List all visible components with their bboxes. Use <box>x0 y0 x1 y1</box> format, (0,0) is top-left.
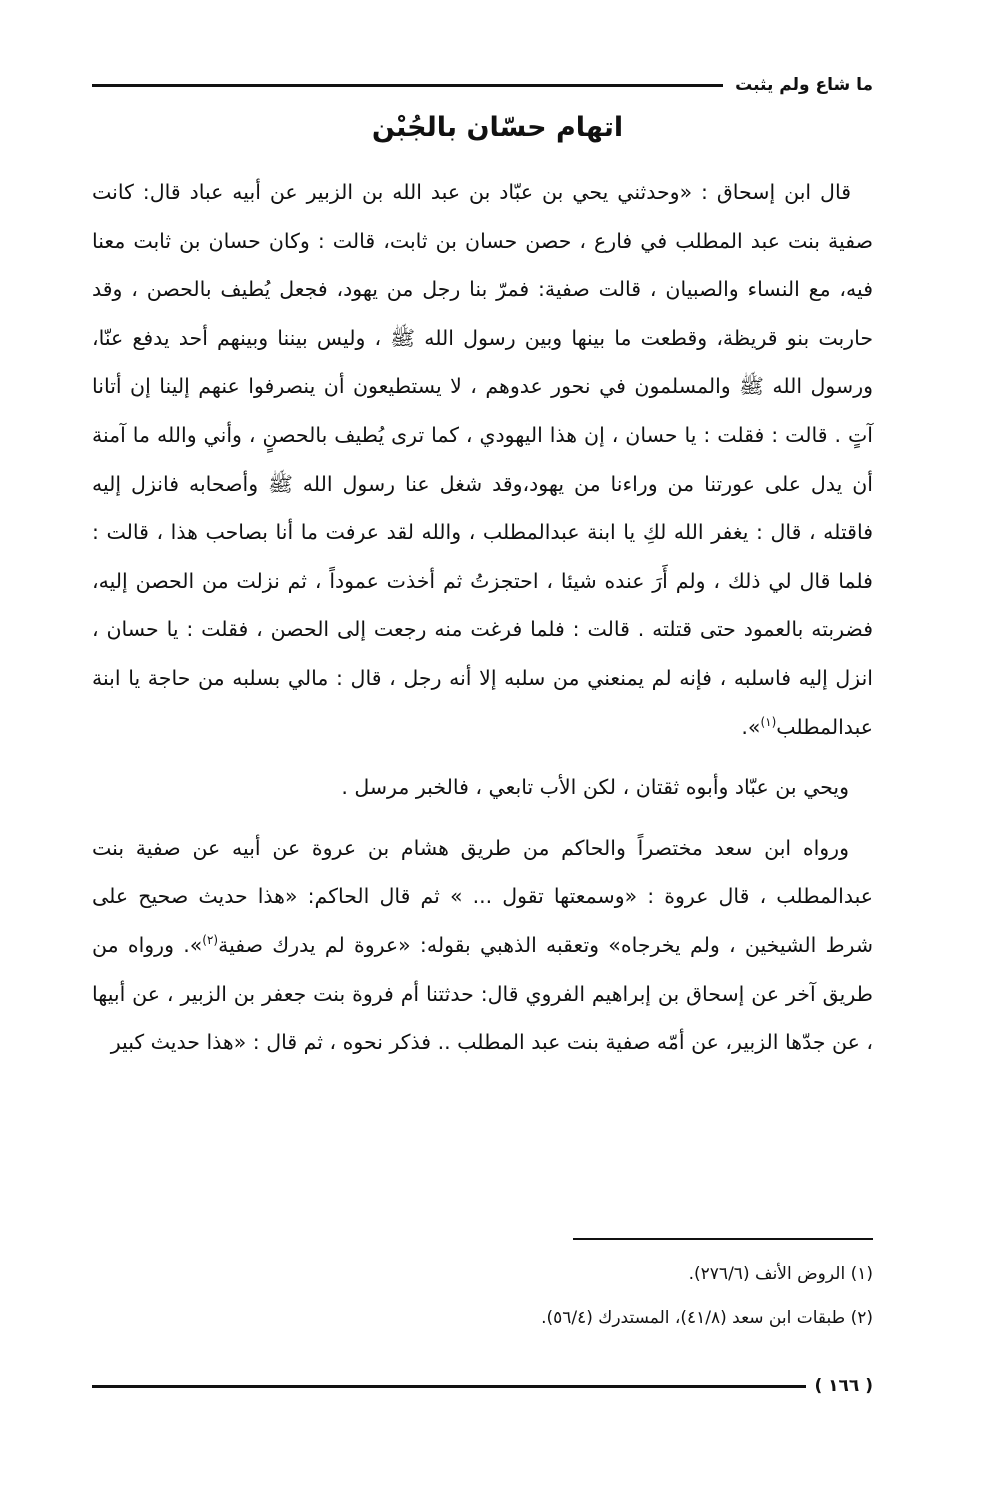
paragraph-text: ورواه ابن سعد مختصراً والحاكم من طريق هشام بن عروة عن أبيه عن صفية بنت عبدالمطلب ، قال عروة : «وسمعتها تقول ... » ثم قال الحاكم: «هذا حديث صحيح على شرط الشيخين ، ولم يخرجاه» وتعقبه الذهبي بقوله: «عروة لم يدرك صفية <box>92 835 874 957</box>
running-header <box>92 70 873 100</box>
footer-rule <box>92 1385 806 1388</box>
footnote-ref: (٢) <box>202 933 219 948</box>
body-text <box>92 168 873 1079</box>
paragraph <box>92 763 873 812</box>
footnote: (٢) طبقات ابن سعد (٤١/٨)، المستدرك (٥٦/٤). <box>541 1308 873 1328</box>
running-title: ما شاع ولم يثبت <box>735 75 873 95</box>
page-footer <box>92 1372 873 1400</box>
page-number: ( ١٦٦ ) <box>814 1376 873 1396</box>
paragraph-tail: ». ورواه من طريق آخر عن إسحاق بن إبراهيم الفروي قال: حدثتنا أم فروة بنت جعفر بن الزبير ، عن أبيها ، عن جدّها الزبير، عن أمّه صفية بنت عبد المطلب .. فذكر نحوه ، ثم قال : «هذا حديث كبير <box>92 932 873 1055</box>
paragraph-text: ويحي بن عبّاد وأبوه ثقتان ، لكن الأب تابعي ، فالخبر مرسل . <box>341 775 849 800</box>
footnotes <box>92 1262 873 1350</box>
footnote-separator <box>573 1238 873 1240</box>
paragraph <box>92 824 873 1067</box>
footnote-ref: (١) <box>760 714 777 729</box>
footnote: (١) الروض الأنف (٢٧٦/٦). <box>688 1264 873 1284</box>
paragraph-tail: ». <box>741 714 761 739</box>
header-rule <box>92 84 723 87</box>
paragraph-text: قال ابن إسحاق : «وحدثني يحي بن عبّاد بن عبد الله بن الزبير عن أبيه عباد قال: كانت صفية بنت عبد المطلب في فارع ، حصن حسان بن ثابت، قالت : وكان حسان بن ثابت معنا فيه، مع النساء والصبيان ، قالت صفية: فمرّ بنا رجل من يهود، فجعل يُطيف بالحصن ، وقد حاربت بنو قريظة، وقطعت ما بينها وبين رسول الله ﷺ ، وليس بيننا وبينهم أحد يدفع عنّا، ورسول الله ﷺ والمسلمون في نحور عدوهم ، لا يستطيعون أن ينصرفوا عنهم إلينا إن أتانا آتٍ . قالت : فقلت : يا حسان ، إن هذا اليهودي ، كما ترى يُطيف بالحصنٍ ، وأني والله ما آمنة أن يدل على عورتنا من وراءنا من يهود،وقد شغل عنا رسول الله ﷺ وأصحابه فانزل إليه فاقتله ، قال : يغفر الله لكِ يا ابنة عبدالمطلب ، والله لقد عرفت ما أنا بصاحب هذا ، قالت : فلما قال لي ذلك ، ولم أَرَ عنده شيئا ، احتجزتُ ثم أخذت عموداً ، ثم نزلت من الحصن إليه، فضربته بالعمود حتى قتلته . قالت : فلما فرغت منه رجعت إلى الحصن ، فقلت : يا حسان ، انزل إليه فاسلبه ، فإنه لم يمنعني من سلبه إلا أنه رجل ، قال : مالي بسلبه من حاجة يا ابنة عبدالمطلب <box>92 180 873 739</box>
paragraph <box>92 168 873 751</box>
section-title: اتهام حسّان بالجُبْن <box>371 112 624 143</box>
